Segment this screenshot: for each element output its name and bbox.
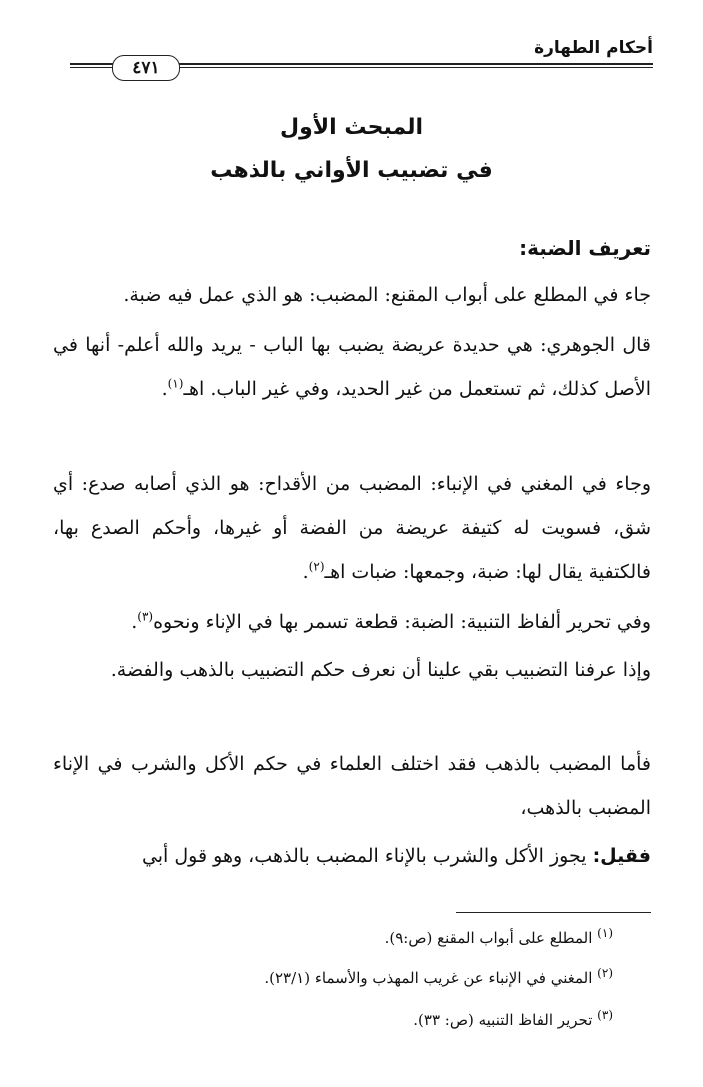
paragraph-text: وجاء في المغني في الإنباء: المضبب من الأقداح: هو الذي أصابه صدع: أي شق، فسويت له كتيفة عريضة من الفضة أو غيرها، وأحكم الصدع بها، فالكتفية يقال لها: ضبة، وجمعها: ضبات اهـ	[53, 473, 651, 583]
footnote-marker: (٣)	[137, 609, 154, 624]
paragraph	[53, 648, 651, 692]
page-number: ٤٧١	[112, 55, 180, 81]
paragraph: وفي تحرير ألفاظ التنبية: الضبة: قطعة تسمر بها في الإناء ونحوه$^{(٣)}$.	[131, 609, 651, 633]
paragraph	[53, 742, 651, 830]
paragraph-text: جاء في المطلع على أبواب المقنع: المضبب: هو الذي عمل فيه ضبة.	[123, 284, 651, 306]
paragraph	[53, 273, 651, 317]
paragraph-text: فأما المضبب بالذهب فقد اختلف العلماء في حكم الأكل والشرب في الإناء المضبب بالذهب،	[53, 753, 651, 819]
footnote-marker: (٢)	[597, 966, 613, 980]
paragraph-text: وفي تحرير ألفاظ التنبية: الضبة: قطعة تسمر بها في الإناء ونحوه	[153, 611, 651, 633]
section-subtitle: في تضبيب الأواني بالذهب	[210, 158, 493, 183]
footnote	[413, 1010, 613, 1030]
paragraph	[53, 834, 651, 878]
footnote-rule	[456, 912, 651, 913]
footnote-marker: (٣)	[597, 1008, 613, 1022]
footnote	[264, 968, 613, 988]
paragraph: قال الجوهري: هي حديدة عريضة يضبب بها الباب - يريد والله أعلم- أنها في الأصل كذلك، ثم تستعمل من غير الحديد، وفي غير الباب. اهـ$^{(١)}$.	[53, 334, 651, 400]
paragraph-text: وإذا عرفنا التضبيب بقي علينا أن نعرف حكم التضبيب بالذهب والفضة.	[110, 659, 651, 681]
paragraph-text: يجوز الأكل والشرب بالإناء المضبب بالذهب، وهو قول أبي	[141, 845, 593, 867]
paragraph: وجاء في المغني في الإنباء: المضبب من الأقداح: هو الذي أصابه صدع: أي شق، فسويت له كتيفة عريضة من الفضة أو غيرها، وأحكم الصدع بها، فالكتفية يقال لها: ضبة، وجمعها: ضبات اهـ$^{(٢)}$.	[53, 473, 651, 583]
footnote	[385, 928, 613, 948]
paragraph-lead: فقيل:	[592, 845, 651, 867]
footnote-marker: (١)	[597, 926, 613, 940]
footnote-text: المطلع على أبواب المقنع (ص:٩).	[384, 929, 593, 947]
footnote-marker: (٢)	[308, 559, 325, 574]
footnote-text: المغني في الإنباء عن غريب المهذب والأسماء (٢٣/١).	[264, 969, 593, 987]
running-title: أحكام الطهارة	[534, 38, 653, 58]
paragraph-text: قال الجوهري: هي حديدة عريضة يضبب بها الباب - يريد والله أعلم- أنها في الأصل كذلك، ثم تستعمل من غير الحديد، وفي غير الباب. اهـ	[53, 334, 651, 400]
section-title: المبحث الأول	[279, 115, 424, 140]
footnote-marker: (١)	[167, 376, 184, 391]
subheading: تعريف الضبة:	[519, 236, 651, 260]
footnote-text: تحرير الفاظ التنبيه (ص: ٣٣).	[413, 1011, 593, 1029]
